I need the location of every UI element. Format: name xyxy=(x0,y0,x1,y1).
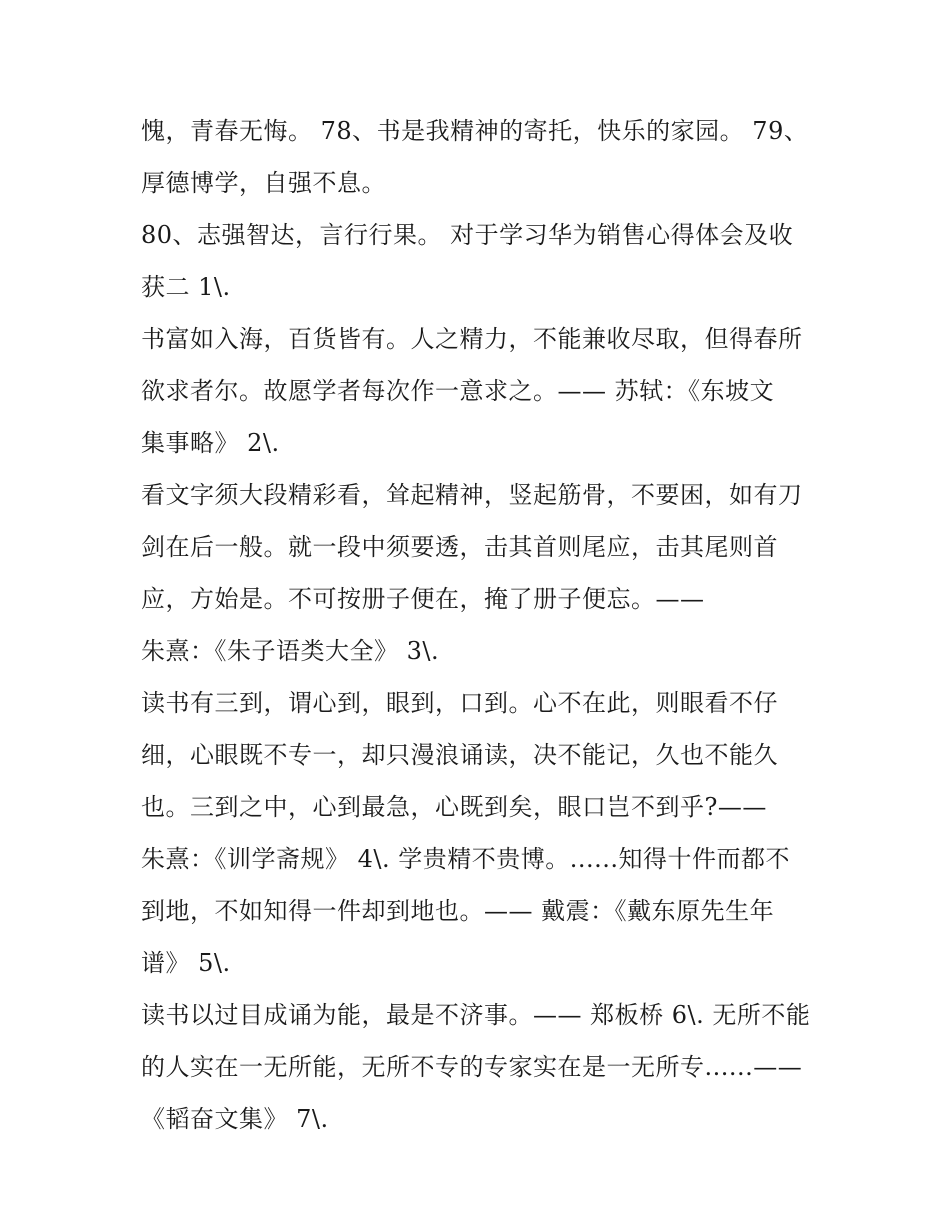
text-line: 的人实在一无所能，无所不专的专家实在是一无所专......—— xyxy=(141,1053,803,1081)
text-line: 获二 1\. xyxy=(141,273,231,301)
text-line: 剑在后一般。就一段中须要透，击其首则尾应，击其尾则首 xyxy=(141,533,778,561)
text-line: 欲求者尔。故愿学者每次作一意求之。—— 苏轼：《东坡文 xyxy=(141,377,775,405)
text-line: 朱熹：《朱子语类大全》 3\. xyxy=(141,637,440,665)
text-line: 集事略》 2\. xyxy=(141,429,280,457)
text-line: 也。三到之中，心到最急，心既到矣，眼口岂不到乎?—— xyxy=(141,793,767,821)
text-line: 细，心眼既不专一，却只漫浪诵读，决不能记，久也不能久 xyxy=(141,741,778,769)
text-line: 读书以过目成诵为能，最是不济事。—— 郑板桥 6\. 无所不能 xyxy=(141,1001,811,1029)
text-line: 读书有三到，谓心到，眼到，口到。心不在此，则眼看不仔 xyxy=(141,689,778,717)
text-line: 谱》 5\. xyxy=(141,949,231,977)
text-line: 愧，青春无悔。 78、书是我精神的寄托，快乐的家园。 79、 xyxy=(141,117,809,145)
text-line: 厚德博学，自强不息。 xyxy=(141,169,386,197)
text-line: 朱熹：《训学斋规》 4\. 学贵精不贵博。......知得十件而都不 xyxy=(141,845,791,873)
text-line: 到地，不如知得一件却到地也。—— 戴震：《戴东原先生年 xyxy=(141,897,775,925)
text-line: 《韬奋文集》 7\. xyxy=(141,1105,329,1133)
text-line: 看文字须大段精彩看，耸起精神，竖起筋骨，不要困，如有刀 xyxy=(141,481,803,509)
document-text-body xyxy=(141,105,821,1145)
text-line: 书富如入海，百货皆有。人之精力，不能兼收尽取，但得春所 xyxy=(141,325,803,353)
text-line: 80、志强智达，言行行果。 对于学习华为销售心得体会及收 xyxy=(141,221,794,249)
text-line: 应，方始是。不可按册子便在，掩了册子便忘。—— xyxy=(141,585,705,613)
